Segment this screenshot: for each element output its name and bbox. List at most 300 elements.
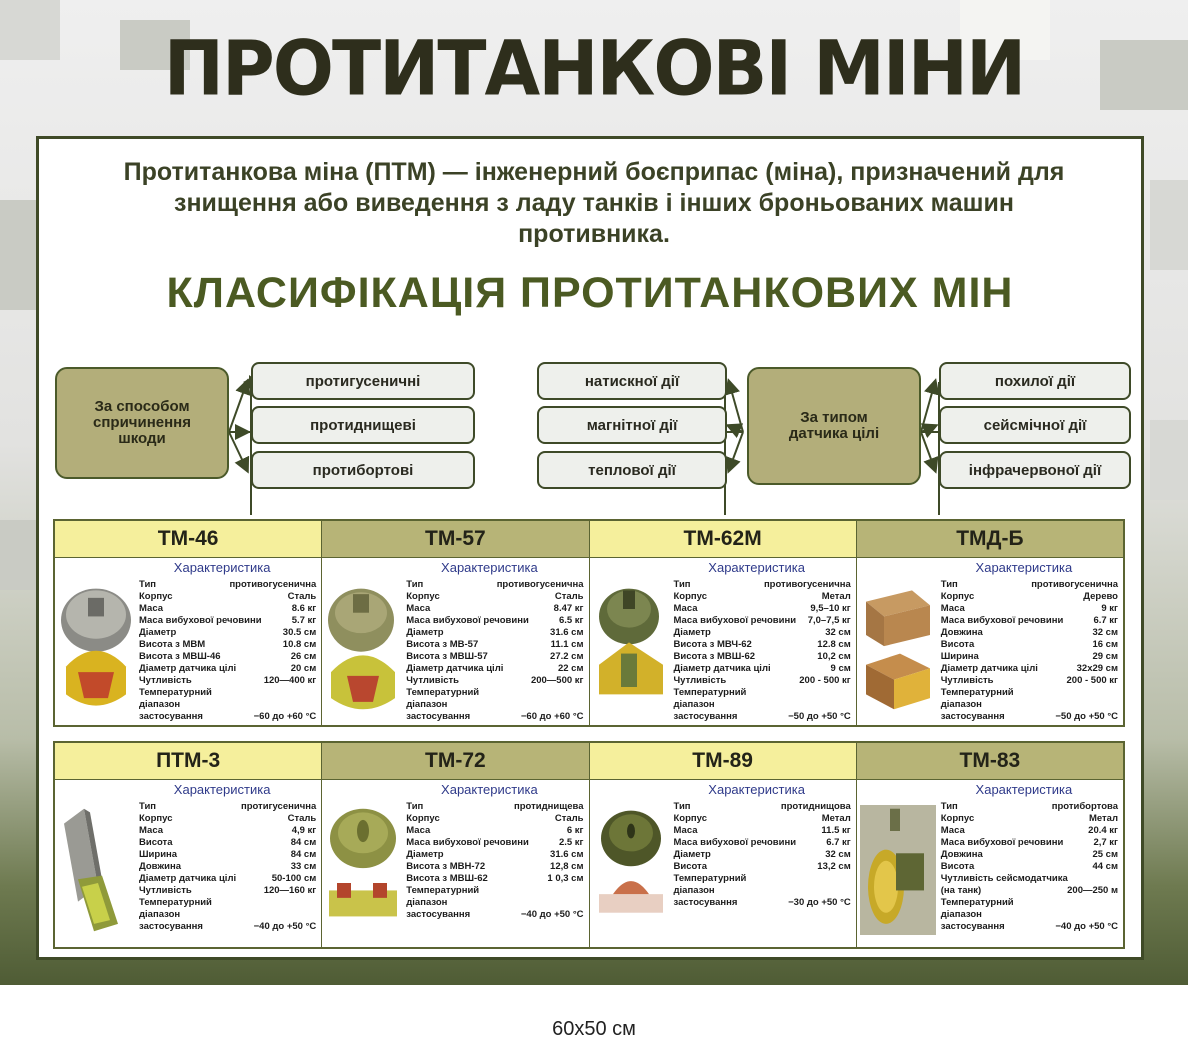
spec-value: 8.47 кг <box>553 603 584 614</box>
spec-key: Маса вибухової речовини <box>940 837 1064 848</box>
spec-key: Висота з МВ-57 <box>406 639 479 650</box>
spec-value: 4,9 кг <box>291 825 317 836</box>
spec-key: Довжина <box>940 849 983 860</box>
spec-key: Температурний <box>673 687 747 698</box>
spec-row <box>139 801 316 813</box>
spec-value: 9,5–10 кг <box>810 603 851 614</box>
spec-key: Діаметр датчика цілі <box>139 663 237 674</box>
spec-value: Метал <box>821 813 851 824</box>
spec-value: −40 до +50 °C <box>520 909 584 920</box>
spec-row <box>139 579 316 591</box>
group-damage-method-label: За способом спричинення шкоди <box>93 398 191 447</box>
characteristics-label: Характеристика <box>173 560 271 575</box>
spec-value: Метал <box>1088 813 1118 824</box>
spec-row <box>674 885 851 897</box>
spec-key: Маса <box>673 825 698 836</box>
spec-key: Температурний <box>406 687 480 698</box>
size-label: 60x50 см <box>552 1018 636 1040</box>
spec-value: Сталь <box>554 813 584 824</box>
spec-key: діапазон <box>940 909 982 920</box>
spec-row <box>941 825 1118 837</box>
spec-key: Маса <box>940 825 965 836</box>
group-damage-method <box>55 367 229 479</box>
spec-key: Корпус <box>406 813 440 824</box>
spec-row <box>139 603 316 615</box>
spec-value: 2.5 кг <box>558 837 584 848</box>
spec-value: 32 см <box>825 849 851 860</box>
spec-key: Корпус <box>673 813 707 824</box>
spec-key: Маса вибухової речовини <box>406 837 529 848</box>
spec-table <box>674 579 851 723</box>
spec-row <box>139 675 316 687</box>
group-sensor-type-label: За типом датчика цілі <box>788 409 880 442</box>
spec-value: 31.6 см <box>550 627 584 638</box>
mine-card <box>590 521 857 725</box>
spec-key: застосування <box>940 921 1005 932</box>
spec-value: протигусенична <box>240 801 317 812</box>
spec-key: Маса вибухової речовини <box>673 837 797 848</box>
spec-key: Довжина <box>940 627 983 638</box>
mine-name: ТМ-83 <box>857 743 1123 780</box>
spec-key: Діаметр <box>406 627 444 638</box>
spec-value: 9 см <box>830 663 851 674</box>
spec-value: 20.4 кг <box>1088 825 1118 836</box>
characteristics-label: Характеристика <box>173 782 271 797</box>
spec-key: Висота з МВШ-62 <box>673 651 756 662</box>
characteristics-label: Характеристика <box>708 782 805 797</box>
spec-row <box>406 837 583 849</box>
spec-row <box>406 591 583 603</box>
spec-row <box>674 861 851 873</box>
spec-key: Чутливість <box>139 885 192 896</box>
spec-row <box>139 885 316 897</box>
spec-value: 11.1 см <box>550 639 584 650</box>
spec-key: Висота <box>940 639 975 650</box>
spec-key: Висота з МВН-72 <box>406 861 486 872</box>
spec-key: Ширина <box>139 849 178 860</box>
spec-row <box>406 675 583 687</box>
spec-value: противогусенична <box>1031 579 1118 590</box>
spec-row <box>941 651 1118 663</box>
spec-row <box>139 921 316 933</box>
mine-name: ТМ-46 <box>55 521 321 558</box>
mine-name: ТМ-62М <box>590 521 856 558</box>
spec-key: Діаметр датчика цілі <box>139 873 237 884</box>
spec-row <box>139 909 316 921</box>
spec-key: Корпус <box>139 813 173 824</box>
spec-row <box>406 801 583 813</box>
spec-value: 120—160 кг <box>263 885 317 896</box>
spec-table <box>406 801 583 921</box>
spec-key: Маса <box>406 603 431 614</box>
spec-row <box>139 861 316 873</box>
spec-value: 32 см <box>825 627 851 638</box>
mine-photo <box>58 805 134 935</box>
spec-key: Тип <box>139 801 157 812</box>
spec-row <box>139 699 316 711</box>
option-pressure <box>537 362 727 400</box>
spec-row <box>139 873 316 885</box>
spec-key: Висота з МВМ <box>139 639 206 650</box>
spec-value: −50 до +50 °C <box>1055 711 1118 722</box>
spec-key: Тип <box>940 579 958 590</box>
spec-row <box>139 651 316 663</box>
spec-value: Дерево <box>1083 591 1118 602</box>
spec-key: застосування <box>673 897 738 908</box>
spec-row <box>139 663 316 675</box>
spec-key: Висота з МВШ-62 <box>406 873 488 884</box>
spec-key: Маса вибухової речовини <box>940 615 1064 626</box>
spec-row <box>674 699 851 711</box>
spec-row <box>674 663 851 675</box>
spec-key: Діаметр датчика цілі <box>673 663 771 674</box>
option-label: теплової дії <box>588 461 676 479</box>
spec-key: Чутливість <box>406 675 459 686</box>
spec-key: Діаметр датчика цілі <box>406 663 504 674</box>
spec-row <box>406 627 583 639</box>
spec-value: 200 - 500 кг <box>1066 675 1118 686</box>
spec-value: 44 см <box>1092 861 1118 872</box>
spec-row <box>139 897 316 909</box>
spec-row <box>139 849 316 861</box>
spec-key: Чутливість <box>940 675 994 686</box>
spec-key: Висота <box>139 837 173 848</box>
spec-row <box>406 861 583 873</box>
spec-row <box>674 801 851 813</box>
characteristics-label: Характеристика <box>441 560 538 575</box>
spec-key: Корпус <box>406 591 440 602</box>
spec-value: 22 см <box>557 663 584 674</box>
spec-row <box>139 615 316 627</box>
spec-value: 9 кг <box>1101 603 1118 614</box>
mine-card <box>857 743 1123 947</box>
main-panel <box>36 136 1144 960</box>
spec-key: Тип <box>406 801 424 812</box>
spec-value: протиднищева <box>513 801 584 812</box>
spec-key: Тип <box>139 579 157 590</box>
spec-row <box>406 615 583 627</box>
spec-value: 120—400 кг <box>263 675 317 686</box>
spec-value: 50-100 см <box>271 873 317 884</box>
spec-value: 6.5 кг <box>558 615 584 626</box>
mine-card <box>857 521 1123 725</box>
spec-row <box>406 813 583 825</box>
spec-row <box>406 873 583 885</box>
spec-value: 200 - 500 кг <box>799 675 851 686</box>
spec-row <box>674 825 851 837</box>
spec-value: 16 см <box>1092 639 1118 650</box>
spec-key: Висота з МВШ-46 <box>139 651 221 662</box>
spec-value: 27.2 см <box>550 651 584 662</box>
spec-table <box>674 801 851 909</box>
spec-key: Маса вибухової речовини <box>673 615 797 626</box>
spec-key: діапазон <box>406 897 448 908</box>
spec-row <box>406 711 583 723</box>
spec-row <box>941 663 1118 675</box>
spec-row <box>406 651 583 663</box>
spec-value: Метал <box>821 591 851 602</box>
spec-key: Корпус <box>940 591 975 602</box>
option-label: інфрачервоної дії <box>968 461 1102 479</box>
spec-row <box>674 687 851 699</box>
spec-key: Температурний <box>673 873 747 884</box>
spec-row <box>406 687 583 699</box>
spec-table <box>139 801 316 933</box>
spec-value: −30 до +50 °C <box>788 897 851 908</box>
spec-row <box>941 627 1118 639</box>
spec-row <box>406 897 583 909</box>
spec-row <box>139 639 316 651</box>
spec-value: 6.7 кг <box>826 837 851 848</box>
option-antibottom <box>251 406 475 444</box>
spec-row <box>941 897 1118 909</box>
spec-key: Корпус <box>673 591 707 602</box>
spec-row <box>941 861 1118 873</box>
spec-row <box>941 921 1118 933</box>
option-label: сейсмічної дії <box>983 416 1087 434</box>
spec-row <box>674 897 851 909</box>
spec-value: 8.6 кг <box>291 603 317 614</box>
spec-row <box>941 675 1118 687</box>
option-magnetic <box>537 406 727 444</box>
spec-key: діапазон <box>406 699 448 710</box>
spec-row <box>941 813 1118 825</box>
spec-value: 30.5 см <box>282 627 317 638</box>
spec-value: Сталь <box>287 813 317 824</box>
spec-row <box>674 849 851 861</box>
spec-key: Висота з МВЧ-62 <box>673 639 752 650</box>
option-label: похилої дії <box>994 372 1076 390</box>
spec-key: Діаметр <box>673 849 711 860</box>
spec-key: Чутливість <box>139 675 192 686</box>
mine-photo <box>860 583 936 713</box>
option-infrared <box>939 451 1131 489</box>
spec-table <box>941 801 1118 933</box>
spec-value: 10.8 см <box>282 639 317 650</box>
spec-key: Довжина <box>139 861 181 872</box>
spec-key: Тип <box>673 801 691 812</box>
spec-key: застосування <box>940 711 1005 722</box>
spec-key: Маса <box>139 825 163 836</box>
spec-row <box>674 627 851 639</box>
spec-row <box>674 873 851 885</box>
spec-key: застосування <box>139 921 203 932</box>
spec-row <box>941 603 1118 615</box>
spec-row <box>139 711 316 723</box>
spec-key: застосування <box>406 909 471 920</box>
spec-value: 20 см <box>290 663 317 674</box>
spec-row <box>941 849 1118 861</box>
option-antitrack <box>251 362 475 400</box>
spec-row <box>139 591 316 603</box>
spec-row <box>139 813 316 825</box>
spec-key: Діаметр <box>673 627 711 638</box>
spec-value: 32x29 см <box>1076 663 1118 674</box>
spec-key: Тип <box>673 579 691 590</box>
spec-row <box>406 639 583 651</box>
option-thermal <box>537 451 727 489</box>
spec-key: Маса <box>940 603 965 614</box>
spec-value: 10,2 см <box>817 651 851 662</box>
mine-photo <box>325 583 401 713</box>
mine-photo <box>860 805 936 935</box>
spec-row <box>941 837 1118 849</box>
spec-row <box>941 801 1118 813</box>
spec-key: Маса вибухової речовини <box>406 615 529 626</box>
mine-card <box>55 521 322 725</box>
characteristics-label: Характеристика <box>441 782 538 797</box>
spec-row <box>406 849 583 861</box>
spec-value: −50 до +50 °C <box>788 711 851 722</box>
spec-key: Корпус <box>940 813 975 824</box>
spec-value: 29 см <box>1092 651 1118 662</box>
spec-key: застосування <box>406 711 471 722</box>
spec-value: 12,8 см <box>550 861 584 872</box>
spec-key: Тип <box>940 801 958 812</box>
option-tilt <box>939 362 1131 400</box>
spec-value: 1 0,3 см <box>547 873 584 884</box>
spec-key: Висота <box>940 861 975 872</box>
spec-key: застосування <box>673 711 738 722</box>
spec-key: Діаметр датчика цілі <box>940 663 1038 674</box>
spec-row <box>139 627 316 639</box>
spec-row <box>139 837 316 849</box>
option-label: протибортові <box>312 461 414 479</box>
spec-row <box>406 579 583 591</box>
spec-row <box>674 675 851 687</box>
spec-key: Ширина <box>940 651 979 662</box>
spec-row <box>674 639 851 651</box>
spec-value: 33 см <box>290 861 317 872</box>
spec-table <box>941 579 1118 723</box>
group-sensor-type <box>747 367 921 485</box>
spec-value: 32 см <box>1092 627 1118 638</box>
option-label: натискної дії <box>584 372 680 390</box>
spec-value: −40 до +50 °C <box>1055 921 1118 932</box>
spec-key: Температурний <box>139 897 212 908</box>
spec-value: 200—250 м <box>1067 885 1118 896</box>
spec-key: діапазон <box>139 699 181 710</box>
spec-value: протибортова <box>1051 801 1118 812</box>
spec-value: 7,0–7,5 кг <box>807 615 851 626</box>
spec-row <box>674 813 851 825</box>
spec-value: −60 до +60 °C <box>253 711 317 722</box>
spec-key: застосування <box>139 711 203 722</box>
classification-title: КЛАСИФІКАЦІЯ ПРОТИТАНКОВИХ МІН <box>166 269 1014 317</box>
mine-card <box>55 743 322 947</box>
spec-key: Температурний <box>940 687 1014 698</box>
spec-key: (на танк) <box>940 885 982 896</box>
spec-row <box>674 615 851 627</box>
spec-table <box>406 579 583 723</box>
spec-value: Сталь <box>287 591 317 602</box>
intro-text: Протитанкова міна (ПТМ) — інженерний боєприпас (міна), призначений для знищення або виведення з ладу танків і інших броньованих машин противника. <box>123 158 1065 248</box>
mine-photo <box>58 583 134 713</box>
spec-key: Корпус <box>139 591 173 602</box>
spec-value: 84 см <box>290 849 317 860</box>
spec-key: Висота <box>673 861 707 872</box>
spec-value: Сталь <box>554 591 584 602</box>
spec-table <box>139 579 316 723</box>
characteristics-label: Характеристика <box>975 782 1073 797</box>
spec-row <box>941 873 1118 885</box>
mine-card <box>322 743 589 947</box>
spec-value: 6.7 кг <box>1093 615 1118 626</box>
spec-value: протиднищова <box>780 801 851 812</box>
spec-value: 12.8 см <box>817 639 851 650</box>
spec-row <box>674 603 851 615</box>
spec-row <box>139 825 316 837</box>
spec-row <box>139 687 316 699</box>
spec-row <box>941 639 1118 651</box>
option-seismic <box>939 406 1131 444</box>
spec-row <box>674 837 851 849</box>
spec-row <box>941 579 1118 591</box>
mine-name: ТМ-72 <box>322 743 588 780</box>
characteristics-label: Характеристика <box>975 560 1073 575</box>
spec-value: 25 см <box>1092 849 1118 860</box>
option-label: магнітної дії <box>586 416 678 434</box>
spec-row <box>941 591 1118 603</box>
spec-key: Температурний <box>406 885 480 896</box>
spec-value: 26 см <box>290 651 317 662</box>
spec-key: діапазон <box>940 699 982 710</box>
spec-key: Маса <box>673 603 698 614</box>
spec-key: діапазон <box>139 909 181 920</box>
spec-value: −60 до +60 °C <box>520 711 584 722</box>
spec-value: 13,2 см <box>817 861 851 872</box>
mine-name: ТМ-57 <box>322 521 588 558</box>
spec-key: Чутливість сейсмодатчика <box>940 873 1068 884</box>
spec-value: 6 кг <box>566 825 584 836</box>
spec-value: противогусенична <box>229 579 317 590</box>
poster-title: ПРОТИТАНКОВІ МІНИ <box>163 23 1025 113</box>
spec-row <box>406 885 583 897</box>
mines-row-2 <box>53 741 1125 949</box>
spec-key: Маса <box>139 603 163 614</box>
spec-key: Маса <box>406 825 431 836</box>
spec-value: 84 см <box>290 837 317 848</box>
spec-key: Температурний <box>139 687 212 698</box>
mine-photo <box>593 805 669 935</box>
mine-photo <box>593 583 669 713</box>
option-label: протиднищеві <box>310 416 416 434</box>
spec-value: 5.7 кг <box>291 615 317 626</box>
spec-row <box>406 699 583 711</box>
mine-card <box>322 521 589 725</box>
mine-name: ПТМ-3 <box>55 743 321 780</box>
spec-row <box>674 591 851 603</box>
spec-row <box>941 687 1118 699</box>
spec-value: 200—500 кг <box>530 675 584 686</box>
spec-row <box>406 825 583 837</box>
characteristics-label: Характеристика <box>708 560 805 575</box>
spec-value: противогусенична <box>763 579 851 590</box>
spec-key: Маса вибухової речовини <box>139 615 262 626</box>
mine-name: ТМ-89 <box>590 743 856 780</box>
spec-value: противогусенична <box>496 579 584 590</box>
spec-value: 31.6 см <box>550 849 584 860</box>
mine-photo <box>325 805 401 935</box>
spec-key: Діаметр <box>139 627 177 638</box>
spec-row <box>941 699 1118 711</box>
spec-key: діапазон <box>673 885 715 896</box>
spec-row <box>941 885 1118 897</box>
spec-row <box>406 603 583 615</box>
spec-key: діапазон <box>673 699 715 710</box>
spec-row <box>674 651 851 663</box>
spec-key: Чутливість <box>673 675 727 686</box>
